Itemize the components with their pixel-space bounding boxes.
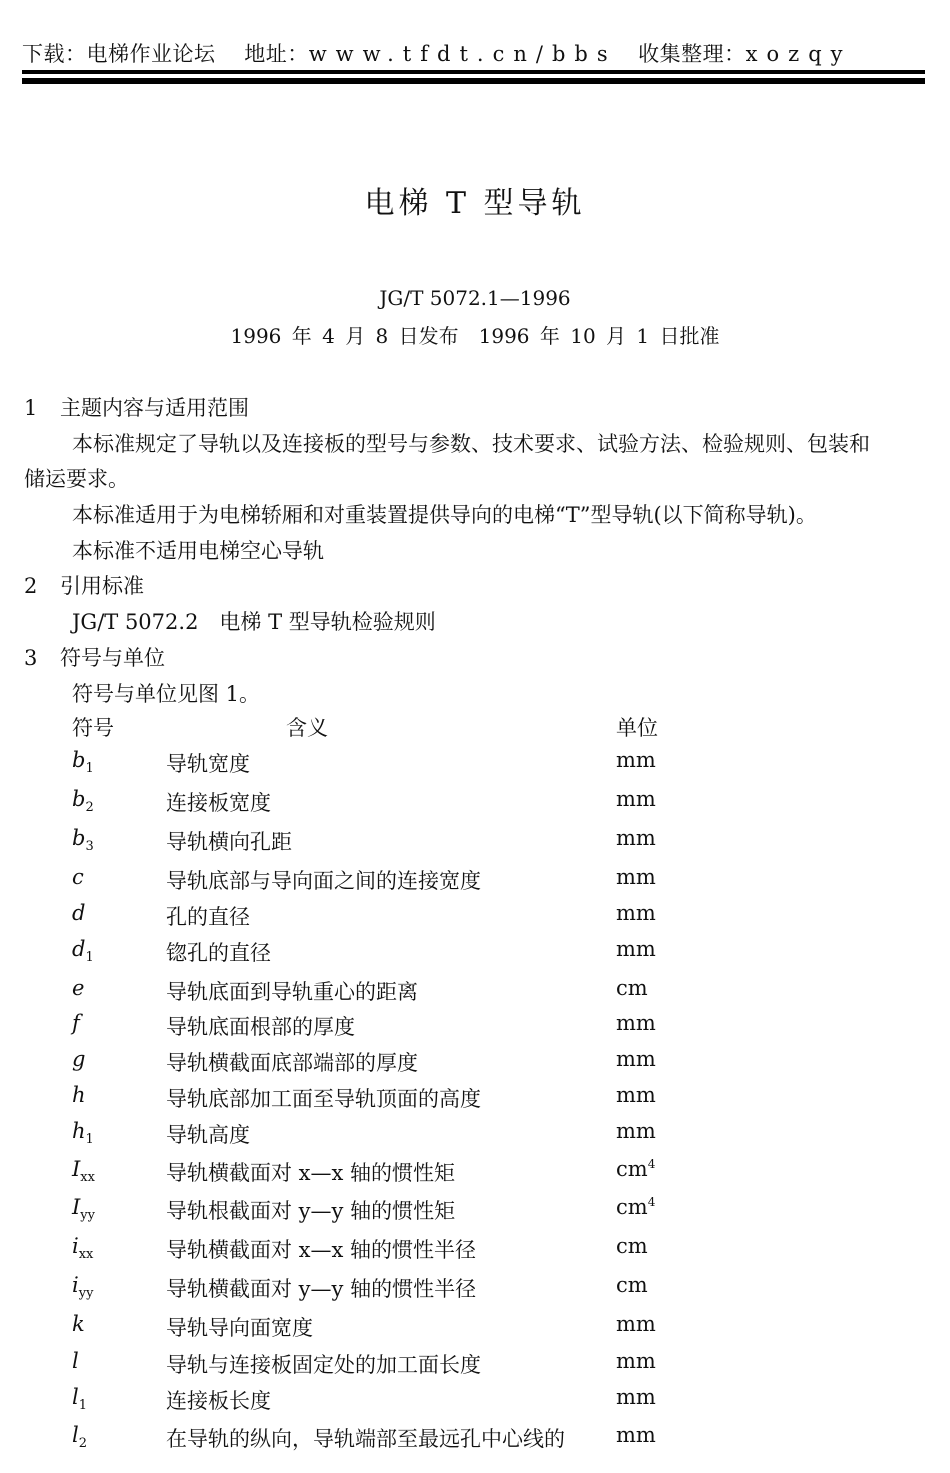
unit-superscript: 4 (647, 1157, 656, 1171)
unit-cell (616, 1312, 656, 1336)
table-row (0, 787, 950, 823)
header-symbol: 符号 (72, 716, 114, 740)
symbol-subscript: 2 (78, 1436, 87, 1452)
meaning-cell: 导轨底面到导轨重心的距离 (166, 980, 418, 1004)
symbol-letter: c (72, 865, 84, 889)
unit-cell (616, 1273, 648, 1297)
table-row (0, 1273, 950, 1309)
unit-text: mm (616, 1011, 656, 1035)
symbol-letter: h (72, 1083, 86, 1107)
symbol-cell (72, 1349, 79, 1373)
symbol-letter: k (72, 1312, 85, 1336)
paragraph: 符号与单位见图 1。 (72, 682, 261, 706)
unit-cell (616, 1083, 656, 1107)
table-row (0, 1195, 950, 1231)
section-title: 主题内容与适用范围 (60, 396, 249, 420)
unit-text: mm (616, 1047, 656, 1071)
symbol-cell (72, 937, 94, 965)
paragraph: 本标准适用于为电梯轿厢和对重装置提供导向的电梯“T”型导轨(以下简称导轨)。 (72, 503, 817, 527)
symbol-table-header (0, 712, 950, 748)
symbol-letter: h (72, 1119, 86, 1143)
symbol-letter: l (72, 1423, 79, 1447)
symbol-letter: i (72, 1273, 79, 1297)
unit-cell (616, 1234, 648, 1258)
unit-cell (616, 1047, 656, 1071)
table-row (0, 976, 950, 1012)
unit-cell (616, 976, 648, 1000)
section-3-heading (24, 642, 165, 672)
header-collector: xozqy (745, 42, 852, 66)
table-row (0, 937, 950, 973)
symbol-letter: d (72, 901, 86, 925)
table-row (0, 1385, 950, 1421)
symbol-cell (72, 1195, 95, 1223)
unit-text: mm (616, 1312, 656, 1336)
paragraph: 储运要求。 (24, 467, 129, 491)
symbol-letter: b (72, 748, 86, 772)
unit-text: mm (616, 937, 656, 961)
standard-number: JG/T 5072.1—1996 (379, 286, 571, 310)
symbol-cell (72, 1047, 85, 1071)
symbol-subscript: 1 (85, 1132, 94, 1148)
table-row (0, 865, 950, 901)
symbol-subscript: 3 (85, 839, 94, 855)
symbol-cell (72, 901, 85, 925)
unit-cell (616, 1423, 656, 1447)
unit-superscript: 4 (647, 1195, 656, 1209)
unit-text: mm (616, 1083, 656, 1107)
section-2-heading (24, 570, 144, 600)
unit-cell (616, 1349, 656, 1373)
symbol-letter: b (72, 826, 86, 850)
table-row (0, 826, 950, 862)
table-row (0, 1083, 950, 1119)
table-row (0, 1047, 950, 1083)
unit-cell (616, 865, 656, 889)
symbol-letter: b (72, 787, 86, 811)
symbol-cell (72, 1119, 94, 1147)
symbol-letter: e (72, 976, 85, 1000)
unit-text: cm (616, 1234, 648, 1258)
header-collector-label: 收集整理： (638, 42, 746, 66)
table-row (0, 1119, 950, 1155)
publish-dates: 1996 年 4 月 8 日发布 1996 年 10 月 1 日批准 (230, 324, 720, 348)
meaning-cell: 导轨高度 (166, 1123, 250, 1147)
section-1-heading (24, 392, 249, 422)
table-row (0, 1157, 950, 1193)
paragraph: 本标准规定了导轨以及连接板的型号与参数、技术要求、试验方法、检验规则、包装和 (72, 432, 870, 456)
unit-cell (616, 1195, 655, 1219)
meaning-cell: 在导轨的纵向，导轨端部至最远孔中心线的 (166, 1427, 565, 1451)
table-row (0, 1234, 950, 1270)
header-meaning: 含义 (286, 716, 328, 740)
meaning-cell: 导轨根截面对 y—y 轴的惯性矩 (166, 1199, 456, 1223)
header-rule-thin (22, 70, 925, 74)
unit-cell (616, 1119, 656, 1143)
symbol-cell (72, 1385, 87, 1413)
header-address: www.tfdt.cn/bbs (308, 42, 617, 66)
reference-standard: JG/T 5072.2 电梯 T 型导轨检验规则 (72, 610, 436, 634)
meaning-cell: 导轨横截面对 x—x 轴的惯性矩 (166, 1161, 456, 1185)
symbol-subscript: yy (80, 1208, 95, 1224)
table-row (0, 901, 950, 937)
meaning-cell: 导轨底部加工面至导轨顶面的高度 (166, 1087, 481, 1111)
symbol-subscript: yy (78, 1286, 94, 1302)
symbol-cell (72, 1312, 85, 1336)
symbol-letter: f (72, 1011, 80, 1035)
meaning-cell: 连接板长度 (166, 1389, 271, 1413)
meaning-cell: 导轨横截面对 y—y 轴的惯性半径 (166, 1277, 477, 1301)
header-unit: 单位 (616, 716, 658, 740)
unit-cell (616, 937, 656, 961)
unit-cell (616, 1385, 656, 1409)
symbol-letter: l (72, 1385, 79, 1409)
symbol-cell (72, 1273, 93, 1301)
table-row (0, 1312, 950, 1348)
symbol-letter: I (72, 1195, 81, 1219)
symbol-cell (72, 1011, 80, 1035)
meaning-cell: 导轨横截面对 x—x 轴的惯性半径 (166, 1238, 477, 1262)
unit-cell (616, 787, 656, 811)
symbol-cell (72, 976, 84, 1000)
section-number: 1 (24, 396, 38, 420)
table-row (0, 1011, 950, 1047)
meaning-cell: 导轨横截面底部端部的厚度 (166, 1051, 418, 1075)
page-header (22, 38, 928, 68)
symbol-cell (72, 826, 94, 854)
document-title: 电梯 T 型导轨 (364, 186, 586, 221)
unit-cell (616, 1157, 655, 1181)
symbol-subscript: 2 (85, 800, 94, 816)
meaning-cell: 导轨底部与导向面之间的连接宽度 (166, 869, 481, 893)
unit-text: mm (616, 826, 656, 850)
unit-text: mm (616, 1349, 656, 1373)
section-number: 3 (24, 646, 38, 670)
unit-text: mm (616, 1423, 656, 1447)
section-title: 引用标准 (60, 574, 144, 598)
unit-text: mm (616, 787, 656, 811)
meaning-cell: 孔的直径 (166, 905, 250, 929)
unit-cell (616, 1011, 656, 1035)
unit-text: mm (616, 865, 656, 889)
meaning-cell: 锪孔的直径 (166, 941, 271, 965)
meaning-cell: 连接板宽度 (166, 791, 271, 815)
meaning-cell: 导轨宽度 (166, 752, 250, 776)
symbol-cell (72, 1423, 87, 1451)
section-number: 2 (24, 574, 38, 598)
symbol-cell (72, 1083, 86, 1107)
unit-text: cm (616, 976, 648, 1000)
header-address-label: 地址： (244, 42, 309, 66)
symbol-subscript: 1 (85, 950, 94, 966)
symbol-cell (72, 1157, 95, 1185)
meaning-cell: 导轨导向面宽度 (166, 1316, 313, 1340)
header-download: 下载：电梯作业论坛 (22, 42, 216, 66)
symbol-letter: l (72, 1349, 79, 1373)
unit-text: cm (616, 1273, 648, 1297)
unit-text: cm (616, 1157, 648, 1181)
symbol-subscript: 1 (85, 761, 94, 777)
symbol-letter: d (72, 937, 86, 961)
symbol-subscript: 1 (78, 1398, 87, 1414)
unit-text: mm (616, 748, 656, 772)
symbol-letter: i (72, 1234, 79, 1258)
symbol-subscript: xx (78, 1247, 94, 1263)
symbol-cell (72, 787, 94, 815)
symbol-cell (72, 1234, 93, 1262)
unit-text: mm (616, 1385, 656, 1409)
section-title: 符号与单位 (60, 646, 165, 670)
symbol-cell (72, 748, 94, 776)
symbol-letter: g (72, 1047, 86, 1071)
table-row (0, 748, 950, 784)
meaning-cell: 导轨与连接板固定处的加工面长度 (166, 1353, 481, 1377)
symbol-letter: I (72, 1157, 81, 1181)
unit-text: cm (616, 1195, 648, 1219)
unit-cell (616, 826, 656, 850)
unit-text: mm (616, 901, 656, 925)
unit-cell (616, 748, 656, 772)
meaning-cell: 导轨底面根部的厚度 (166, 1015, 355, 1039)
symbol-subscript: xx (80, 1170, 95, 1186)
meaning-cell: 导轨横向孔距 (166, 830, 292, 854)
table-row (0, 1349, 950, 1385)
unit-text: mm (616, 1119, 656, 1143)
header-rule-thick (22, 78, 925, 84)
table-row (0, 1423, 950, 1459)
unit-cell (616, 901, 656, 925)
symbol-cell (72, 865, 84, 889)
paragraph: 本标准不适用电梯空心导轨 (72, 539, 324, 563)
